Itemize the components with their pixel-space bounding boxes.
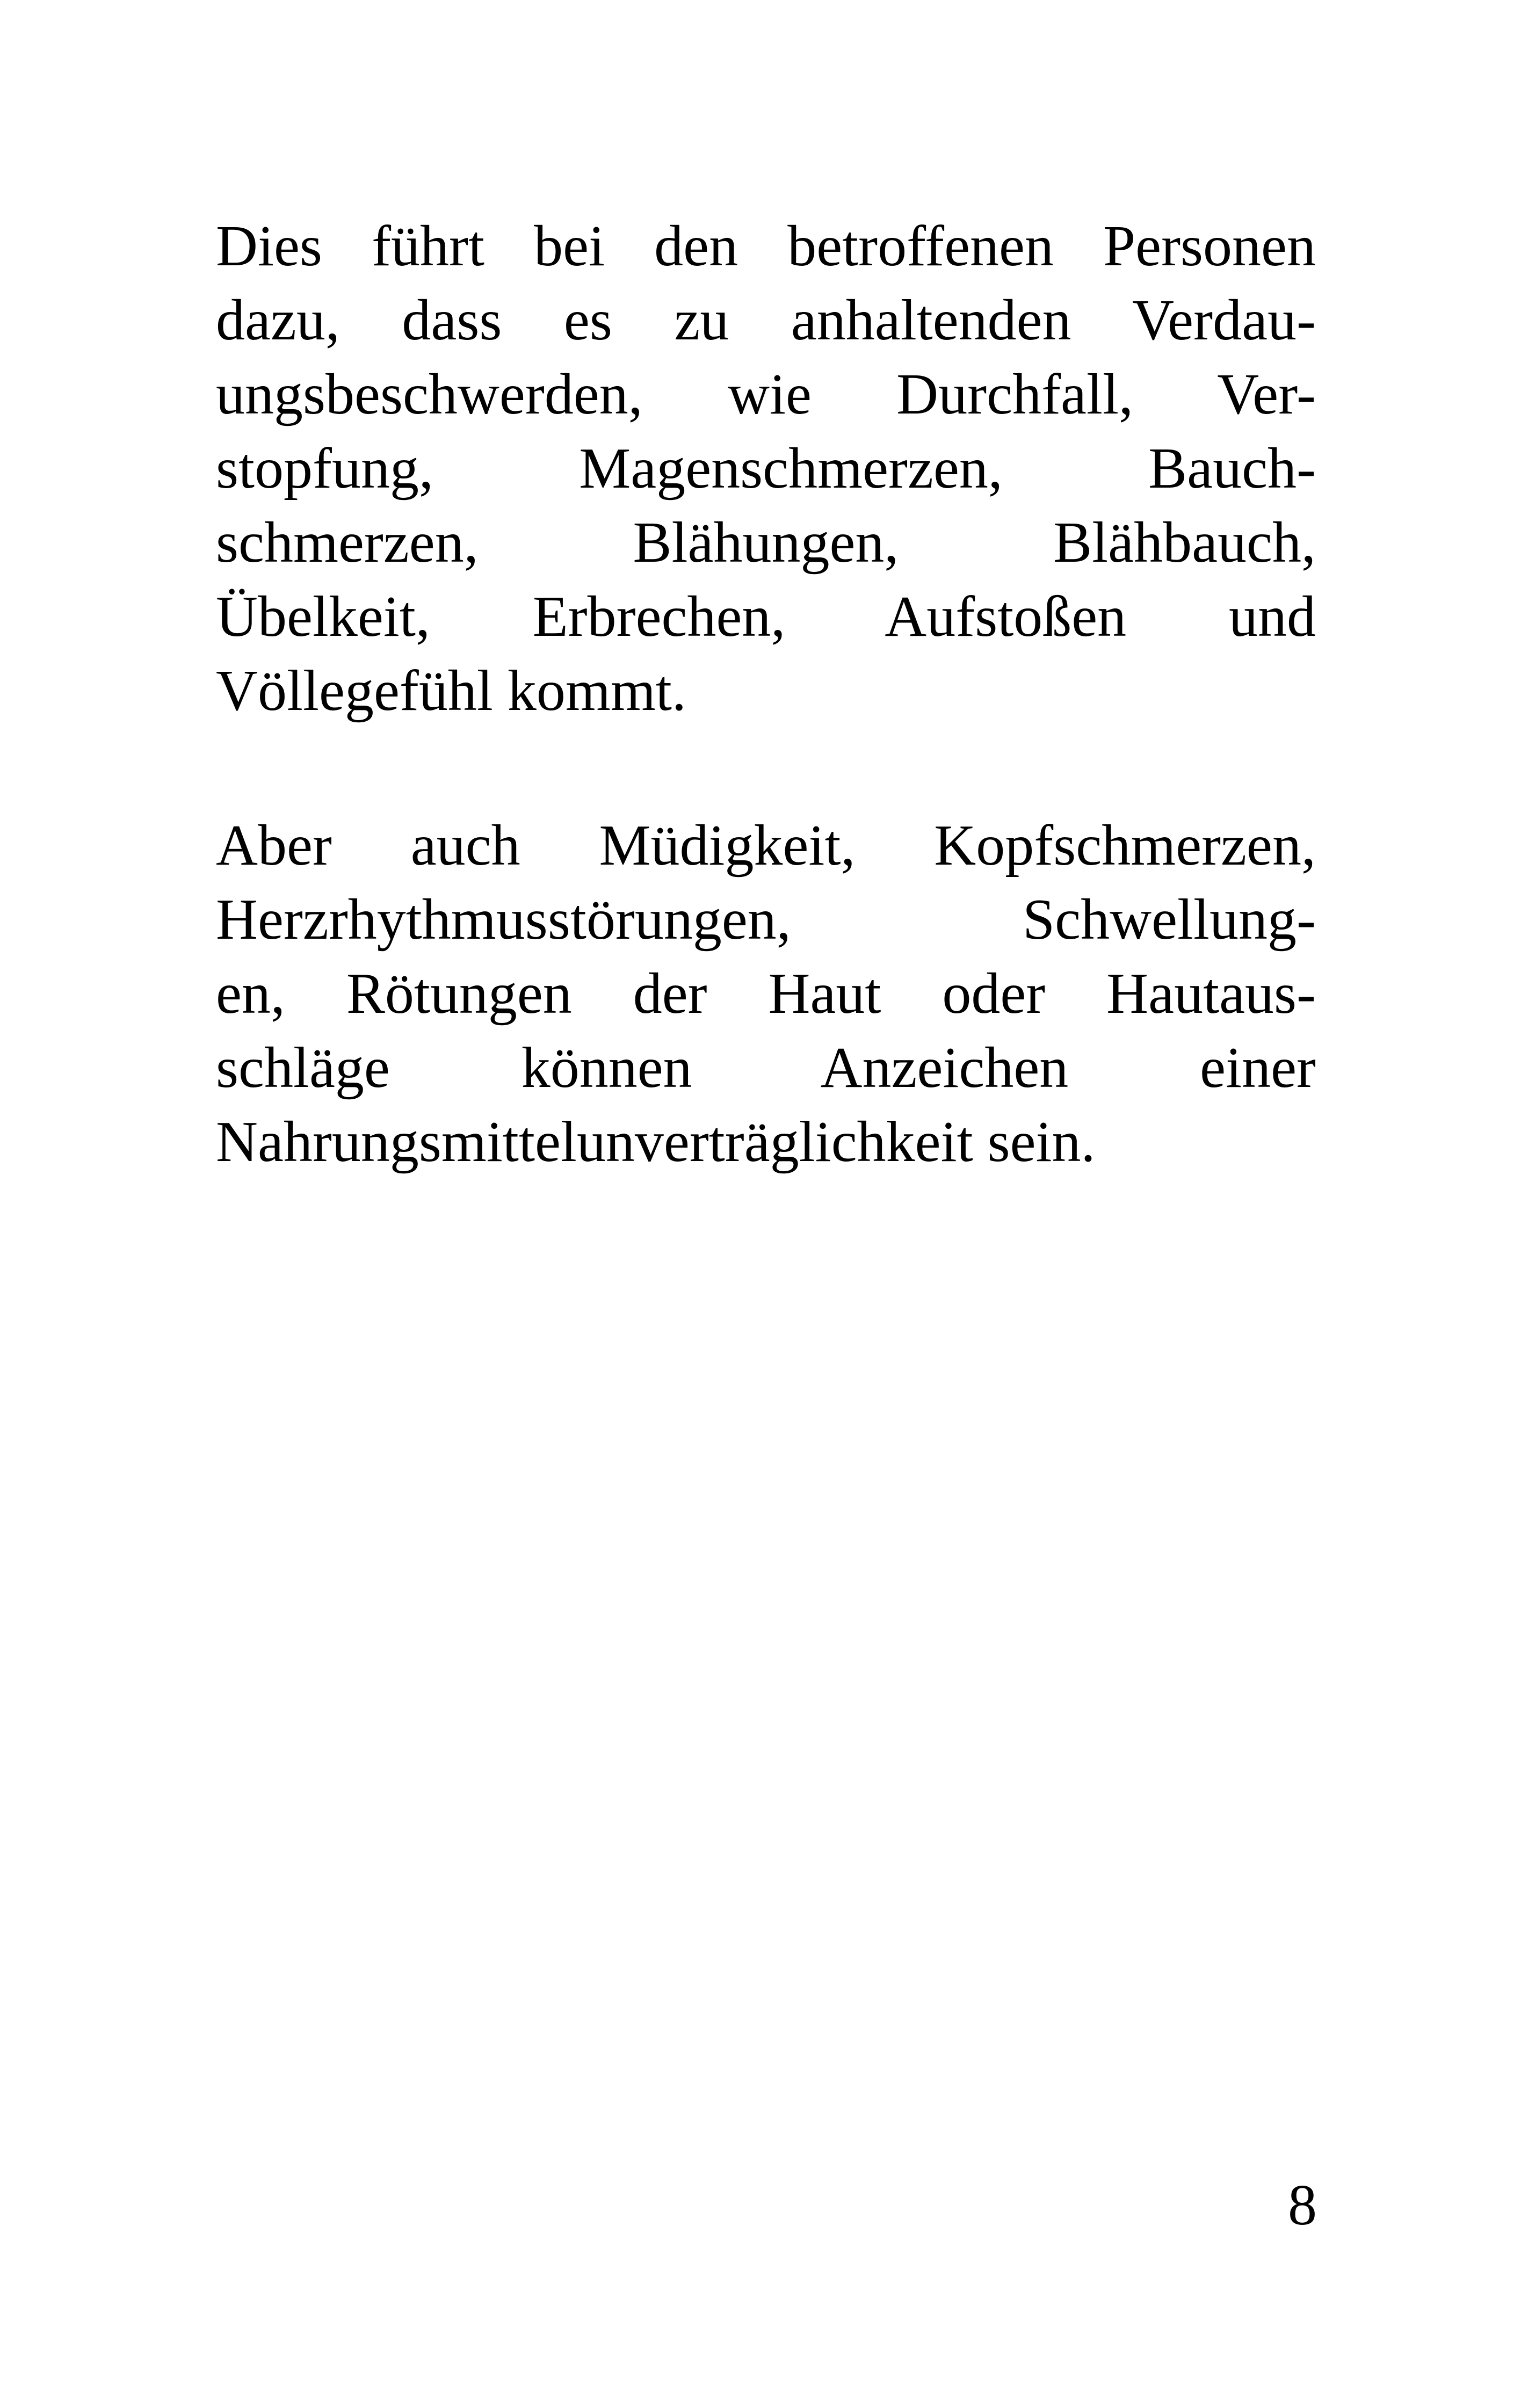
text-line: Übelkeit, Erbrechen, Aufstoßen und	[216, 585, 1316, 649]
text-line: schmerzen, Blähungen, Blähbauch,	[216, 511, 1316, 575]
text-line: Herzrhythmusstörungen, Schwellung-	[216, 888, 1316, 952]
paragraph-symptoms-digestive	[216, 209, 1316, 728]
text-line: en, Rötungen der Haut oder Hautaus-	[216, 962, 1316, 1026]
text-line: stopfung, Magenschmerzen, Bauch-	[216, 437, 1316, 501]
text-line: ungsbeschwerden, wie Durchfall, Ver-	[216, 362, 1316, 426]
text-line: Aber auch Müdigkeit, Kopfschmerzen,	[216, 814, 1316, 877]
page-number: 8	[1288, 2173, 1317, 2237]
paragraph-symptoms-other	[216, 809, 1316, 1179]
text-line: schläge können Anzeichen einer	[216, 1036, 1316, 1100]
text-line: dazu, dass es zu anhaltenden Verdau-	[216, 288, 1316, 352]
text-line: Nahrungsmittelunverträglichkeit sein.	[216, 1110, 1096, 1174]
text-line: Dies führt bei den betroffenen Personen	[216, 214, 1316, 278]
text-line: Völlegefühl kommt.	[216, 659, 686, 723]
